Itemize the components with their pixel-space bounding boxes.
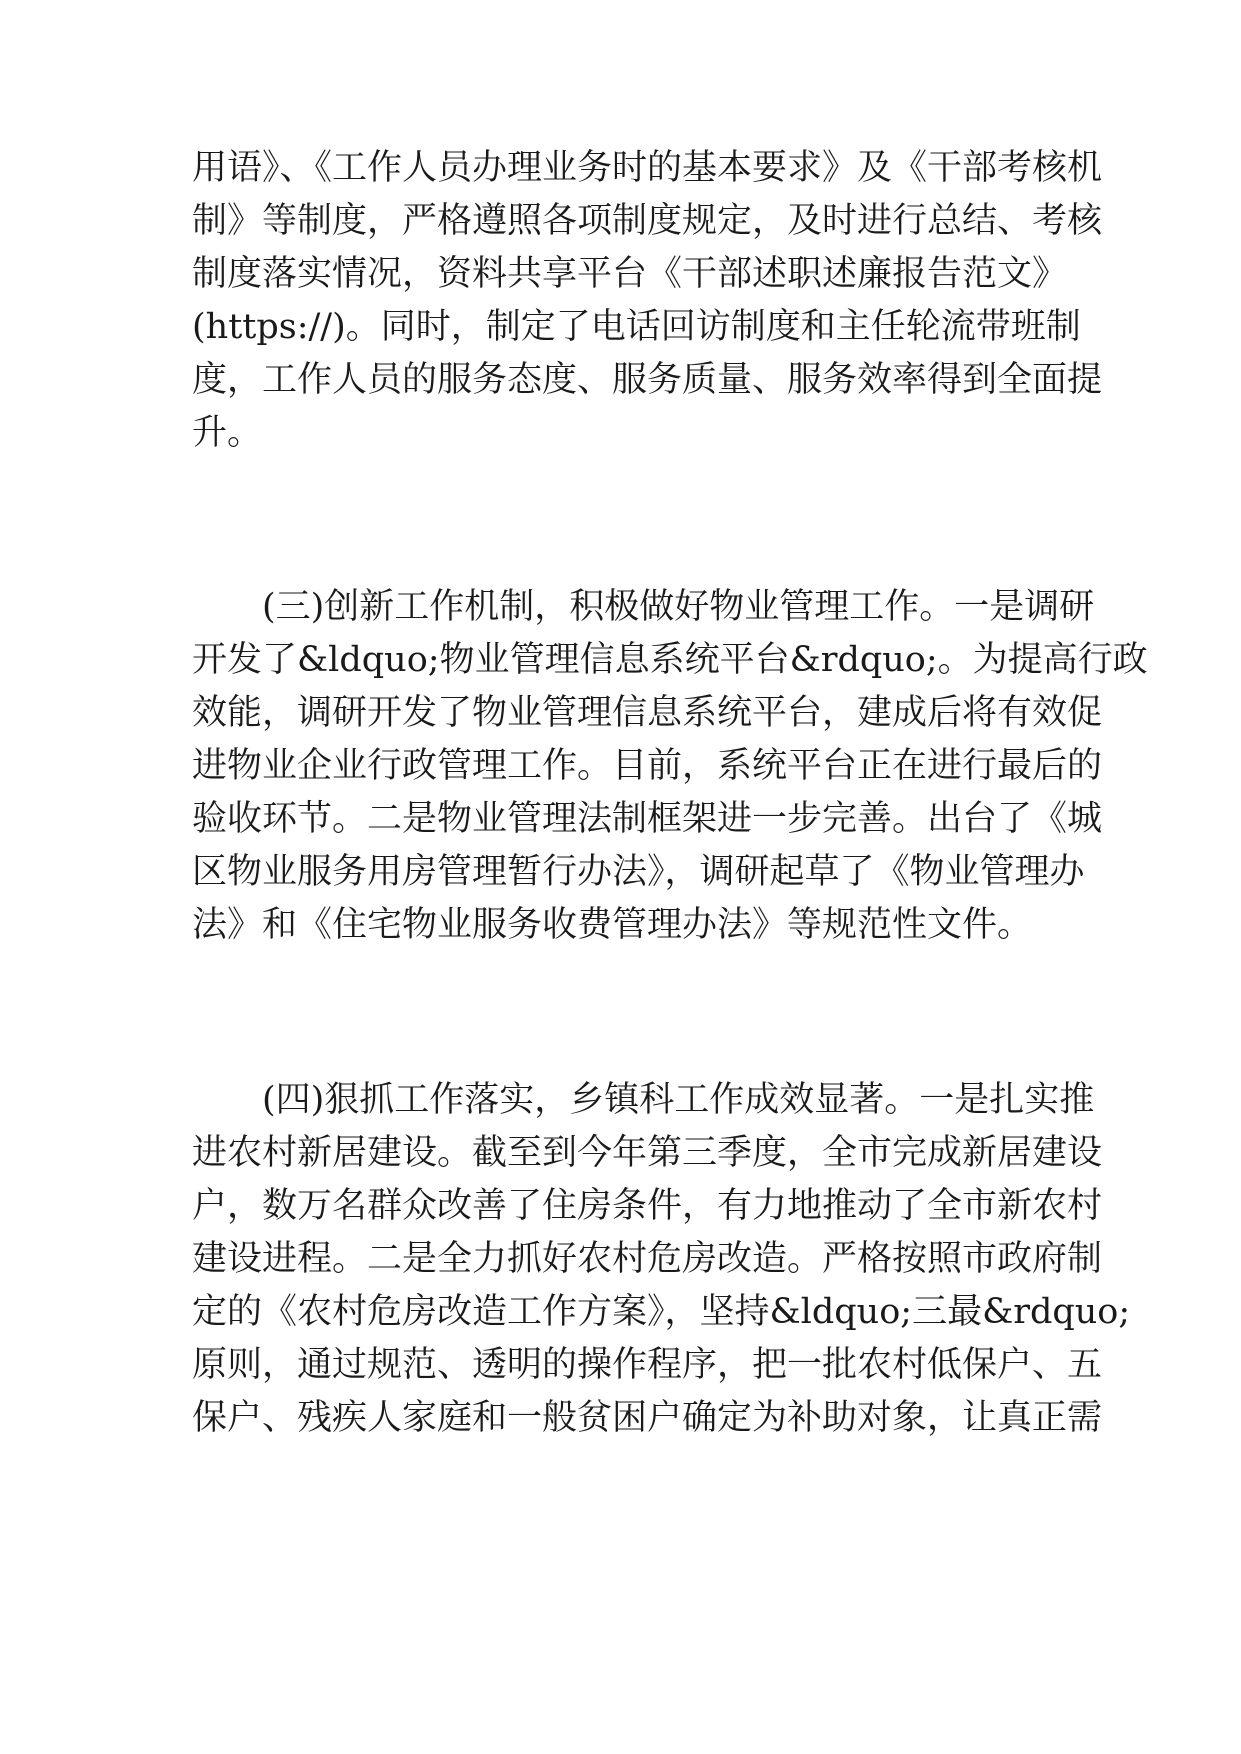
paragraph-line: 升。: [192, 413, 263, 453]
paragraph-line: 建设进程。二是全力抓好农村危房改造。严格按照市政府制: [192, 1239, 1103, 1279]
paragraph-line: (https://)。同时，制定了电话回访制度和主任轮流带班制: [192, 307, 1081, 347]
paragraph-line: 保户、残疾人家庭和一般贫困户确定为补助对象，让真正需: [192, 1398, 1103, 1438]
paragraph-line: 开发了&ldquo;物业管理信息系统平台&rdquo;。为提高行政: [192, 640, 1148, 680]
paragraph-line: 区物业服务用房管理暂行办法》，调研起草了《物业管理办: [192, 852, 1085, 892]
paragraph-line: 原则，通过规范、透明的操作程序，把一批农村低保户、五: [192, 1345, 1103, 1385]
paragraph-line: 度，工作人员的服务态度、服务质量、服务效率得到全面提: [192, 360, 1103, 400]
paragraph-line: (四)狠抓工作落实，乡镇科工作成效显著。一是扎实推: [262, 1080, 1095, 1120]
paragraph-line: (三)创新工作机制，积极做好物业管理工作。一是调研: [262, 587, 1095, 627]
paragraph-line: 法》和《住宅物业服务收费管理办法》等规范性文件。: [192, 905, 1033, 945]
paragraph-line: 验收环节。二是物业管理法制框架进一步完善。出台了《城: [192, 799, 1103, 839]
paragraph-line: 用语》、《工作人员办理业务时的基本要求》及《干部考核机: [192, 148, 1103, 188]
paragraph-line: 效能，调研开发了物业管理信息系统平台，建成后将有效促: [192, 693, 1103, 733]
paragraph-line: 制》等制度，严格遵照各项制度规定，及时进行总结、考核: [192, 201, 1103, 241]
paragraph-line: 进农村新居建设。截至到今年第三季度，全市完成新居建设: [192, 1133, 1103, 1173]
paragraph-line: 进物业企业行政管理工作。目前，系统平台正在进行最后的: [192, 746, 1103, 786]
paragraph-line: 户，数万名群众改善了住房条件，有力地推动了全市新农村: [192, 1186, 1103, 1226]
paragraph-line: 制度落实情况，资料共享平台《干部述职述廉报告范文》: [192, 254, 1068, 294]
paragraph-line: 定的《农村危房改造工作方案》，坚持&ldquo;三最&rdquo;: [192, 1292, 1131, 1332]
